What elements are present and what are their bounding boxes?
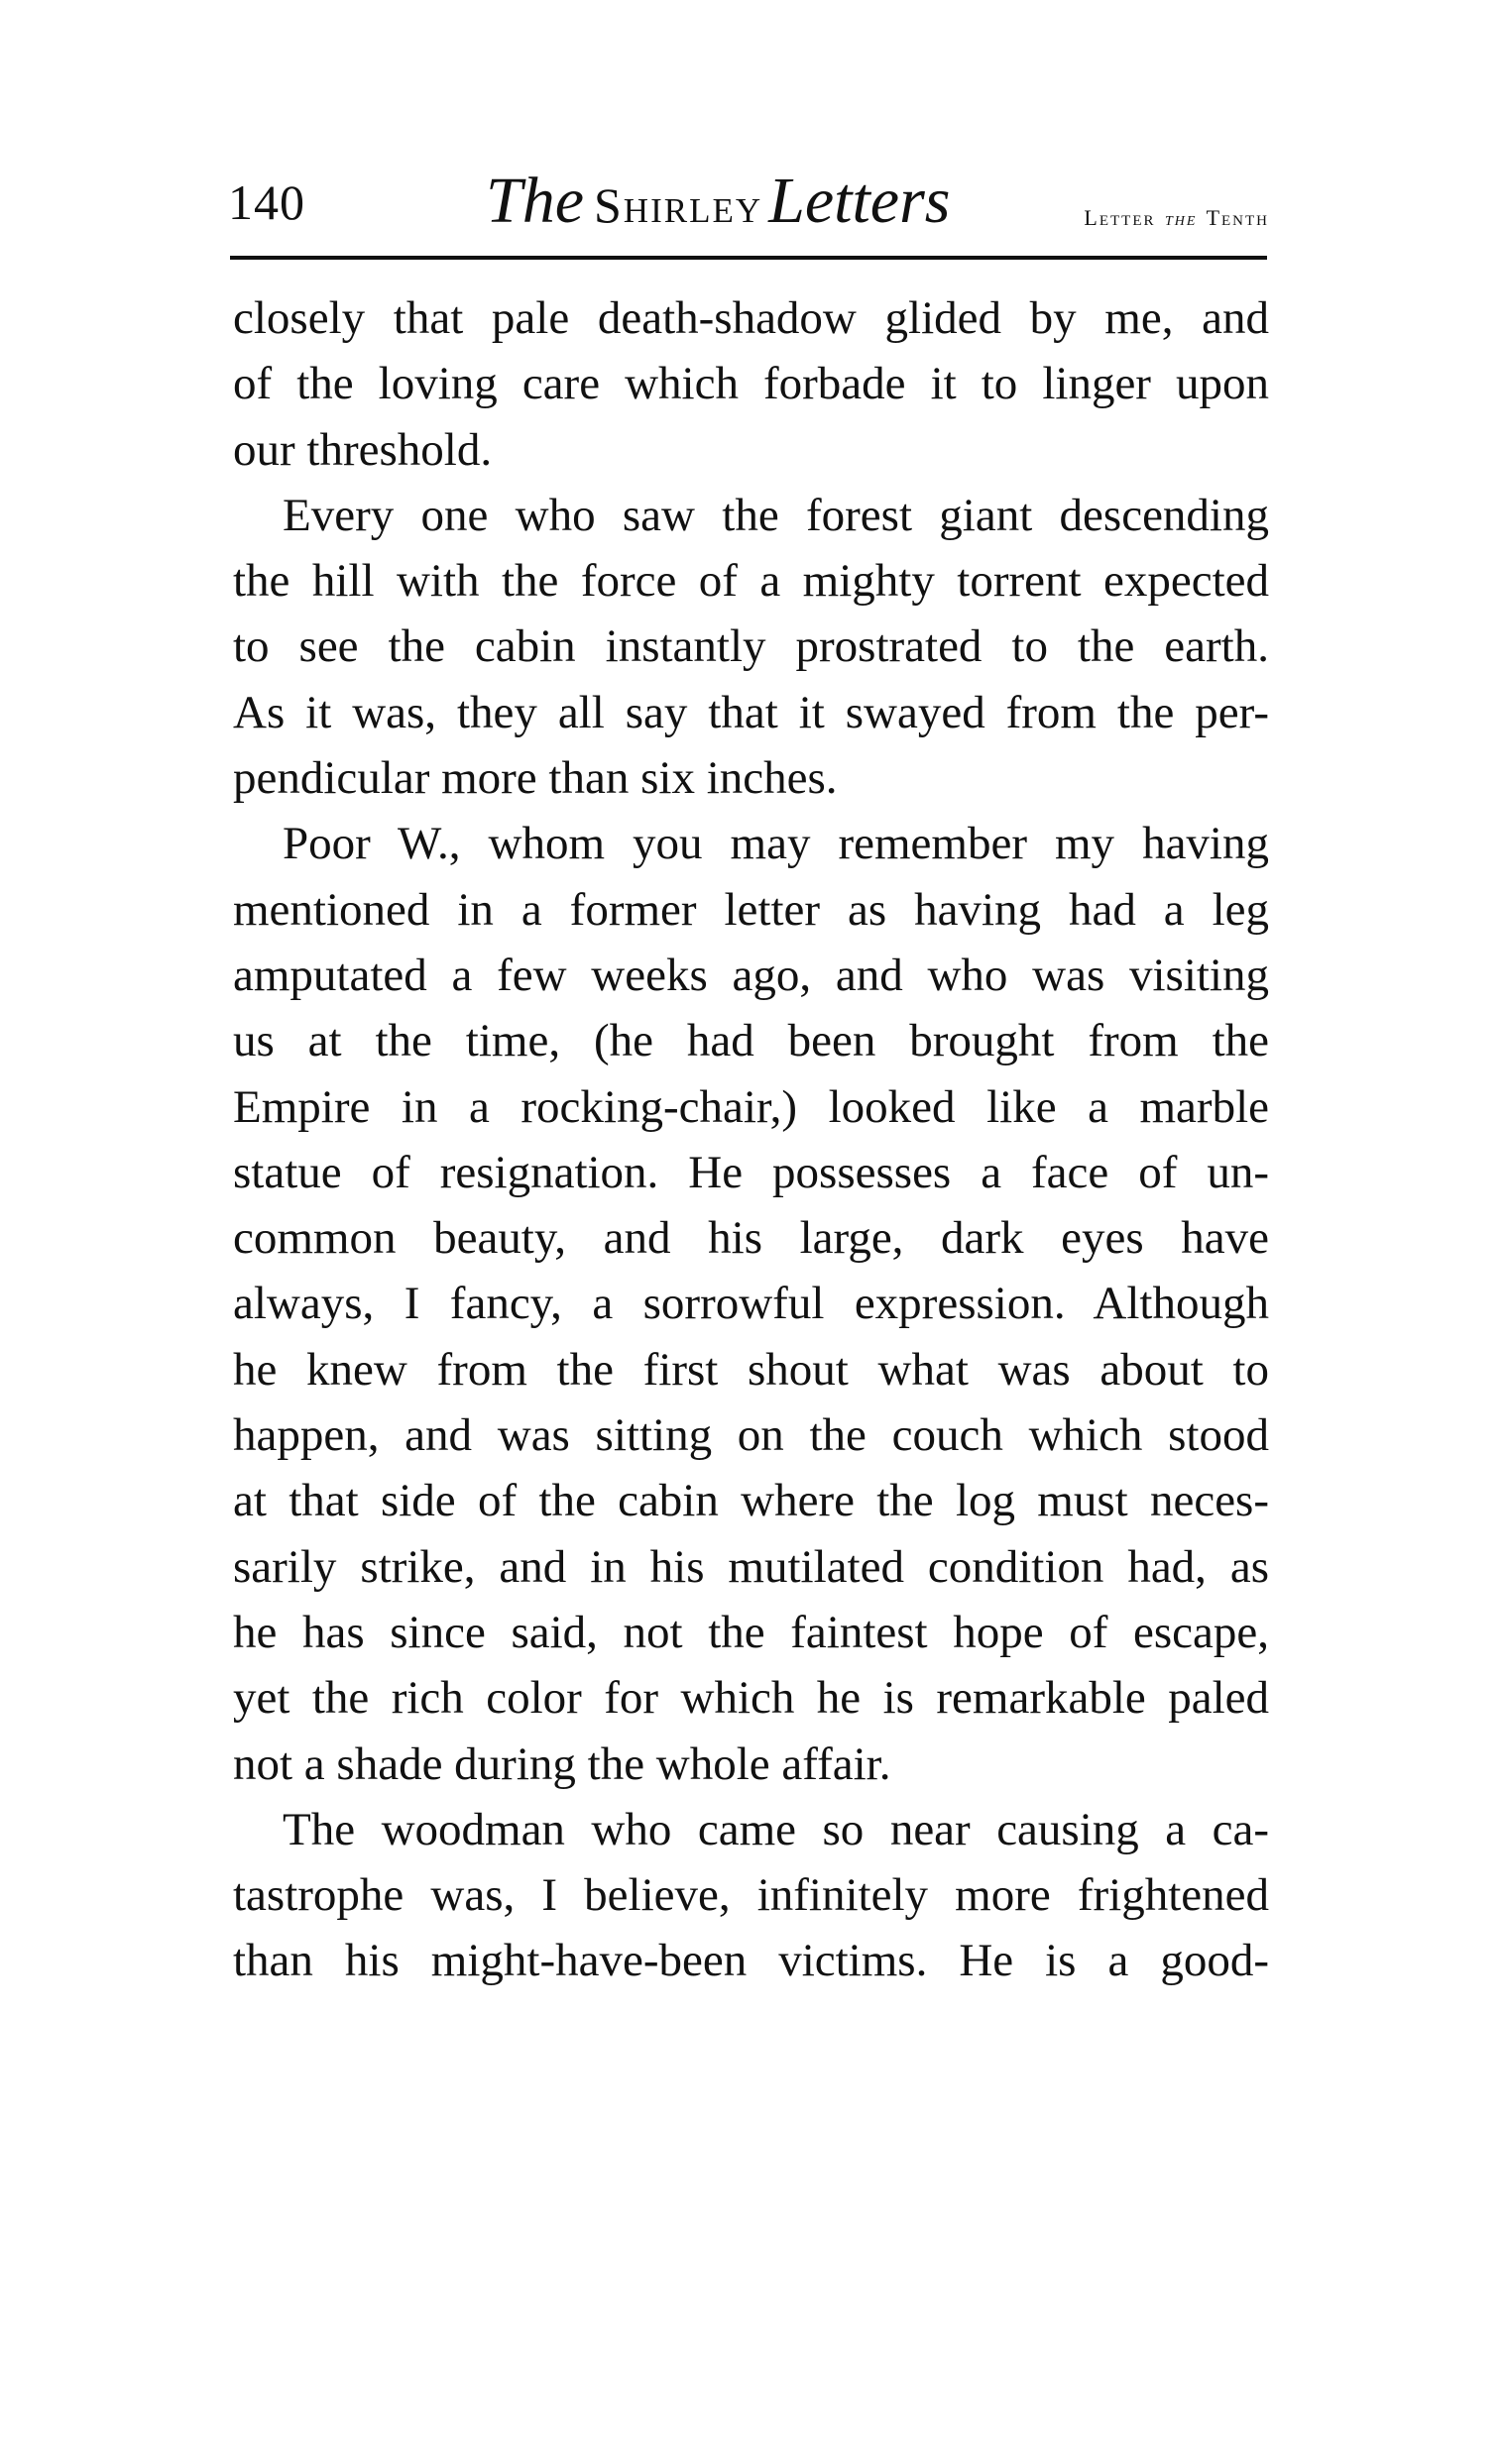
text-line: sarily strike, and in his mutilated condition had, as xyxy=(233,1540,1269,1593)
text-line: to see the cabin instantly prostrated to the earth. xyxy=(233,620,1269,673)
text-line: he has since said, not the faintest hope of escape, xyxy=(233,1606,1269,1658)
section-label xyxy=(1084,205,1269,231)
text-line: The woodman who came so near causing a ca- xyxy=(283,1803,1269,1855)
text-line: statue of resignation. He possesses a face of un- xyxy=(233,1146,1269,1198)
text-line: amputated a few weeks ago, and who was visiting xyxy=(233,949,1269,1001)
text-line: than his might-have-been victims. He is a good- xyxy=(233,1935,1269,1987)
text-line: not a shade during the whole affair. xyxy=(233,1737,891,1790)
text-line: us at the time, (he had been brought from the xyxy=(233,1015,1269,1067)
text-line: of the loving care which forbade it to linger upon xyxy=(233,358,1269,410)
text-line: always, I fancy, a sorrowful expression. Although xyxy=(233,1278,1269,1330)
page-number: 140 xyxy=(228,174,305,230)
section-label-letter: Letter xyxy=(1084,205,1156,230)
section-label-tenth: Tenth xyxy=(1206,205,1269,230)
body-text xyxy=(233,285,1269,1994)
book-title-shirley: Shirley xyxy=(594,177,763,233)
text-line: common beauty, and his large, dark eyes have xyxy=(233,1212,1269,1265)
text-line: Poor W., whom you may remember my having xyxy=(283,818,1269,870)
text-line: closely that pale death-shadow glided by me, and xyxy=(233,292,1269,344)
book-title-the: The xyxy=(486,165,584,237)
text-line: our threshold. xyxy=(233,423,493,476)
book-title-letters: Letters xyxy=(768,165,951,237)
text-line: mentioned in a former letter as having had a leg xyxy=(233,883,1269,936)
text-line: happen, and was sitting on the couch which stood xyxy=(233,1409,1269,1462)
text-line: Empire in a rocking-chair,) looked like a marble xyxy=(233,1080,1269,1133)
text-line: at that side of the cabin where the log must neces- xyxy=(233,1475,1269,1527)
text-line: the hill with the force of a mighty torrent expected xyxy=(233,555,1269,608)
book-title xyxy=(486,164,950,239)
text-line: yet the rich color for which he is remarkable paled xyxy=(233,1672,1269,1725)
text-line: tastrophe was, I believe, infinitely more frightened xyxy=(233,1869,1269,1922)
text-line: Every one who saw the forest giant descending xyxy=(283,489,1269,541)
running-head xyxy=(228,164,1269,258)
text-line: pendicular more than six inches. xyxy=(233,752,838,805)
header-rule xyxy=(230,256,1267,260)
text-line: As it was, they all say that it swayed from the per- xyxy=(233,686,1269,738)
section-label-the: the xyxy=(1165,208,1198,230)
text-line: he knew from the first shout what was about to xyxy=(233,1343,1269,1396)
